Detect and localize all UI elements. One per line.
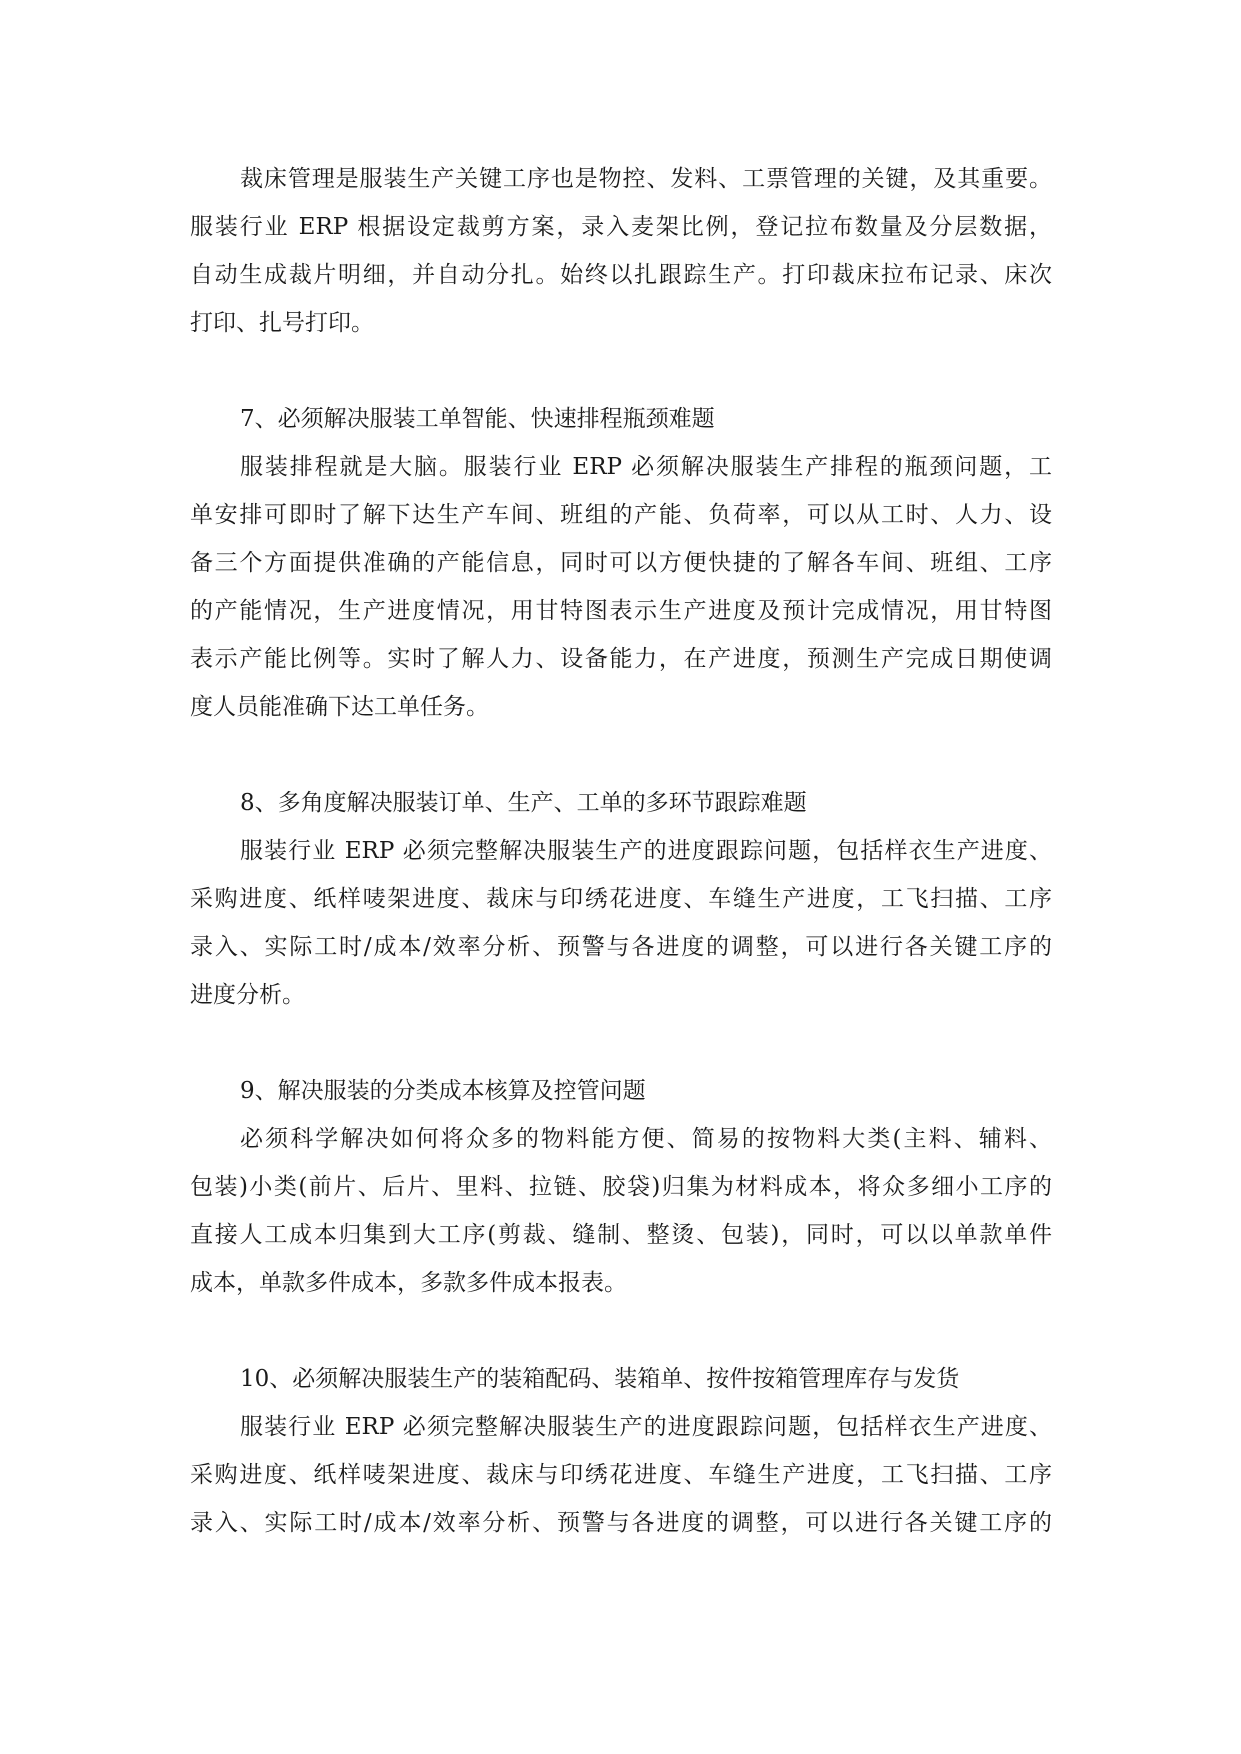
text-line: 服装行业 ERP 必须完整解决服装生产的进度跟踪问题，包括样衣生产进度、 (240, 838, 1052, 864)
text-line: 采购进度、纸样唛架进度、裁床与印绣花进度、车缝生产进度，工飞扫描、工序 (190, 886, 1052, 912)
paragraph-cutting-management (190, 155, 1052, 347)
document-page (190, 155, 1052, 1547)
text-line: 度人员能准确下达工单任务。 (190, 694, 489, 720)
text-line: 服装行业 ERP 根据设定裁剪方案，录入麦架比例，登记拉布数量及分层数据， (190, 214, 1052, 240)
text-line: 服装排程就是大脑。服装行业 ERP 必须解决服装生产排程的瓶颈问题，工 (240, 454, 1052, 480)
section-gap (190, 731, 1052, 779)
text-line: 成本，单款多件成本，多款多件成本报表。 (190, 1270, 627, 1296)
section-9 (190, 1067, 1052, 1307)
text-line: 录入、实际工时/成本/效率分析、预警与各进度的调整，可以进行各关键工序的 (190, 934, 1052, 960)
text-line: 进度分析。 (190, 982, 305, 1008)
section-7 (190, 395, 1052, 731)
text-line: 表示产能比例等。实时了解人力、设备能力，在产进度，预测生产完成日期使调 (190, 646, 1052, 672)
section-gap (190, 1019, 1052, 1067)
text-line: 裁床管理是服装生产关键工序也是物控、发料、工票管理的关键，及其重要。 (240, 166, 1052, 192)
section-heading: 10、必须解决服装生产的装箱配码、装箱单、按件按箱管理库存与发货 (240, 1366, 960, 1392)
section-heading: 8、多角度解决服装订单、生产、工单的多环节跟踪难题 (240, 790, 807, 816)
text-line: 自动生成裁片明细，并自动分扎。始终以扎跟踪生产。打印裁床拉布记录、床次 (190, 262, 1052, 288)
section-10 (190, 1355, 1052, 1547)
text-line: 打印、扎号打印。 (190, 310, 374, 336)
text-line: 直接人工成本归集到大工序(剪裁、缝制、整烫、包装)，同时，可以以单款单件 (190, 1222, 1052, 1248)
text-line: 包装)小类(前片、后片、里料、拉链、胶袋)归集为材料成本，将众多细小工序的 (190, 1174, 1052, 1200)
text-line: 录入、实际工时/成本/效率分析、预警与各进度的调整，可以进行各关键工序的 (190, 1510, 1052, 1536)
text-line: 单安排可即时了解下达生产车间、班组的产能、负荷率，可以从工时、人力、设 (190, 502, 1052, 528)
text-line: 的产能情况，生产进度情况，用甘特图表示生产进度及预计完成情况，用甘特图 (190, 598, 1052, 624)
text-line: 采购进度、纸样唛架进度、裁床与印绣花进度、车缝生产进度，工飞扫描、工序 (190, 1462, 1052, 1488)
text-line: 备三个方面提供准确的产能信息，同时可以方便快捷的了解各车间、班组、工序 (190, 550, 1052, 576)
section-gap (190, 1307, 1052, 1355)
section-gap (190, 347, 1052, 395)
section-heading: 7、必须解决服装工单智能、快速排程瓶颈难题 (240, 406, 715, 432)
text-line: 必须科学解决如何将众多的物料能方便、简易的按物料大类(主料、辅料、 (240, 1126, 1052, 1152)
section-8 (190, 779, 1052, 1019)
section-heading: 9、解决服装的分类成本核算及控管问题 (240, 1078, 646, 1104)
text-line: 服装行业 ERP 必须完整解决服装生产的进度跟踪问题，包括样衣生产进度、 (240, 1414, 1052, 1440)
